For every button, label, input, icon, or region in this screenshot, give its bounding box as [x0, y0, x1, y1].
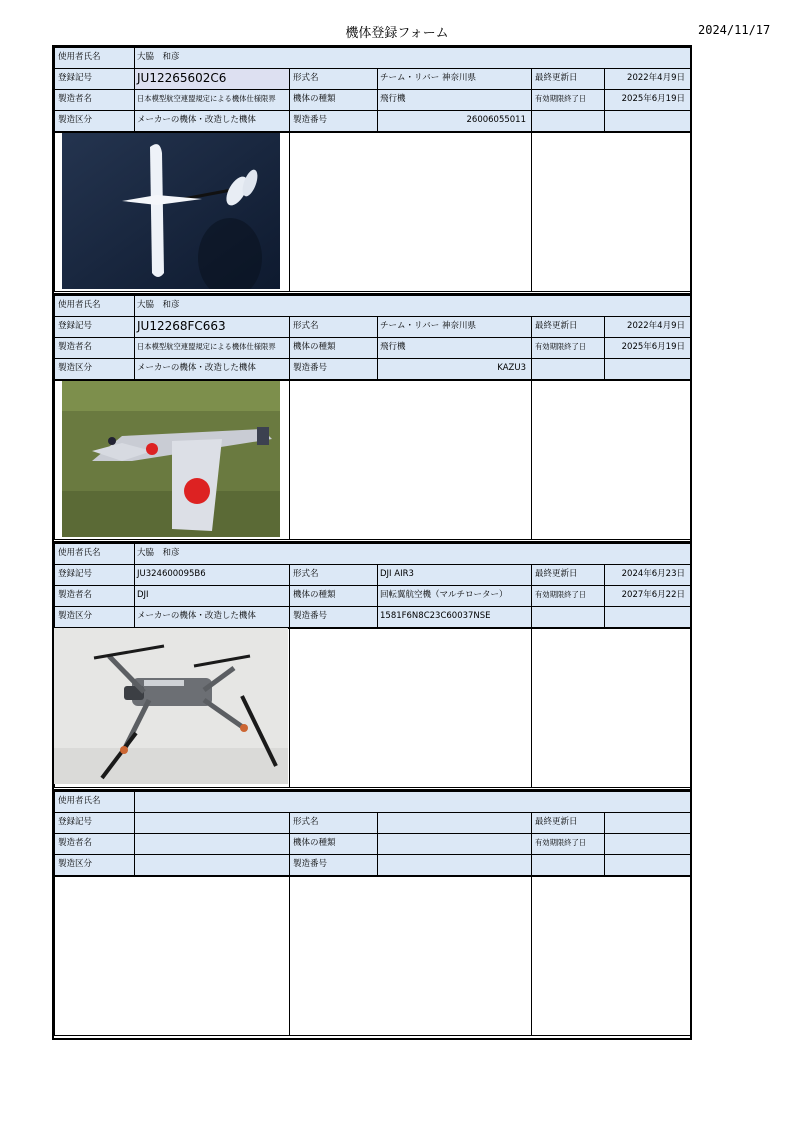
glider-photo — [62, 133, 280, 289]
photo-row — [54, 876, 690, 1036]
aircraft-type-value: 飛行機 — [377, 89, 532, 111]
category-label: 製造区分 — [54, 110, 135, 132]
blank-cell — [604, 854, 691, 876]
aircraft-record — [52, 293, 692, 543]
user-name-label: 使用者氏名 — [54, 543, 135, 565]
aircraft-record — [52, 45, 692, 295]
user-name-value: 大脇 和彦 — [134, 295, 691, 317]
manufacturer-label: 製造者名 — [54, 337, 135, 359]
model-label: 形式名 — [289, 564, 378, 586]
photo-cell — [289, 380, 533, 540]
reg-no-value: JU12265602C6 — [134, 68, 290, 90]
expiry-value: 2025年6月19日 — [604, 337, 691, 359]
category-value: メーカーの機体・改造した機体 — [134, 110, 290, 132]
reg-no-value — [134, 812, 290, 834]
photo-cell — [54, 876, 291, 1036]
category-label: 製造区分 — [54, 358, 135, 380]
model-value — [377, 812, 532, 834]
model-label: 形式名 — [289, 68, 378, 90]
aircraft-type-label: 機体の種類 — [289, 833, 378, 855]
manufacturer-label: 製造者名 — [54, 585, 135, 607]
photo-cell — [289, 628, 533, 788]
user-name-label: 使用者氏名 — [54, 791, 135, 813]
user-name-label: 使用者氏名 — [54, 295, 135, 317]
photo-cell — [531, 132, 691, 292]
photo-cell — [289, 132, 533, 292]
photo-cell — [531, 876, 691, 1036]
last-update-value: 2024年6月23日 — [604, 564, 691, 586]
photo-cell — [289, 876, 533, 1036]
aircraft-type-label: 機体の種類 — [289, 337, 378, 359]
user-name-value: 大脇 和彦 — [134, 47, 691, 69]
serial-value: KAZU3 — [377, 358, 532, 380]
aircraft-type-value — [377, 833, 532, 855]
last-update-value: 2022年4月9日 — [604, 316, 691, 338]
reg-no-label: 登録記号 — [54, 564, 135, 586]
serial-label: 製造番号 — [289, 854, 378, 876]
expiry-label: 有効期限終了日 — [531, 585, 605, 607]
category-label: 製造区分 — [54, 854, 135, 876]
aircraft-record — [52, 789, 692, 1040]
form-title: 機体登録フォーム — [345, 26, 449, 41]
last-update-value: 2022年4月9日 — [604, 68, 691, 90]
blank-cell — [531, 606, 605, 628]
photo-row — [54, 628, 690, 788]
category-value: メーカーの機体・改造した機体 — [134, 358, 290, 380]
reg-no-label: 登録記号 — [54, 68, 135, 90]
last-update-label: 最終更新日 — [531, 316, 605, 338]
serial-label: 製造番号 — [289, 110, 378, 132]
manufacturer-value: DJI — [134, 585, 290, 607]
manufacturer-value — [134, 833, 290, 855]
serial-label: 製造番号 — [289, 606, 378, 628]
manufacturer-value: 日本模型航空連盟規定による機体仕様限界 — [134, 337, 290, 359]
blank-cell — [531, 854, 605, 876]
user-name-value: 大脇 和彦 — [134, 543, 691, 565]
photo-cell — [531, 380, 691, 540]
last-update-label: 最終更新日 — [531, 564, 605, 586]
expiry-value: 2025年6月19日 — [604, 89, 691, 111]
blank-cell — [604, 606, 691, 628]
photo-row — [54, 132, 690, 292]
warbird-photo — [62, 381, 280, 537]
manufacturer-label: 製造者名 — [54, 89, 135, 111]
category-value: メーカーの機体・改造した機体 — [134, 606, 290, 628]
manufacturer-label: 製造者名 — [54, 833, 135, 855]
drone-photo — [54, 628, 288, 784]
category-value — [134, 854, 290, 876]
serial-value — [377, 854, 532, 876]
blank-cell — [531, 358, 605, 380]
aircraft-record — [52, 541, 692, 791]
user-name-value — [134, 791, 691, 813]
model-value: DJI AIR3 — [377, 564, 532, 586]
expiry-value: 2027年6月22日 — [604, 585, 691, 607]
manufacturer-value: 日本模型航空連盟規定による機体仕様限界 — [134, 89, 290, 111]
category-label: 製造区分 — [54, 606, 135, 628]
model-value: チーム・リバー 神奈川県 — [377, 316, 532, 338]
expiry-label: 有効期限終了日 — [531, 89, 605, 111]
print-date: 2024/11/17 — [698, 23, 771, 37]
expiry-value — [604, 833, 691, 855]
expiry-label: 有効期限終了日 — [531, 337, 605, 359]
aircraft-type-value: 飛行機 — [377, 337, 532, 359]
last-update-label: 最終更新日 — [531, 68, 605, 90]
blank-cell — [531, 110, 605, 132]
aircraft-type-label: 機体の種類 — [289, 89, 378, 111]
expiry-label: 有効期限終了日 — [531, 833, 605, 855]
blank-cell — [604, 358, 691, 380]
photo-cell — [531, 628, 691, 788]
serial-label: 製造番号 — [289, 358, 378, 380]
reg-no-label: 登録記号 — [54, 812, 135, 834]
model-label: 形式名 — [289, 812, 378, 834]
reg-no-value: JU324600095B6 — [134, 564, 290, 586]
reg-no-label: 登録記号 — [54, 316, 135, 338]
photo-row — [54, 380, 690, 540]
model-value: チーム・リバー 神奈川県 — [377, 68, 532, 90]
blank-cell — [604, 110, 691, 132]
serial-value: 26006055011 — [377, 110, 532, 132]
model-label: 形式名 — [289, 316, 378, 338]
last-update-value — [604, 812, 691, 834]
reg-no-value: JU12268FC663 — [134, 316, 290, 338]
aircraft-type-label: 機体の種類 — [289, 585, 378, 607]
serial-value: 1581F6N8C23C60037NSE — [377, 606, 532, 628]
last-update-label: 最終更新日 — [531, 812, 605, 834]
user-name-label: 使用者氏名 — [54, 47, 135, 69]
aircraft-type-value: 回転翼航空機（マルチローター） — [377, 585, 532, 607]
